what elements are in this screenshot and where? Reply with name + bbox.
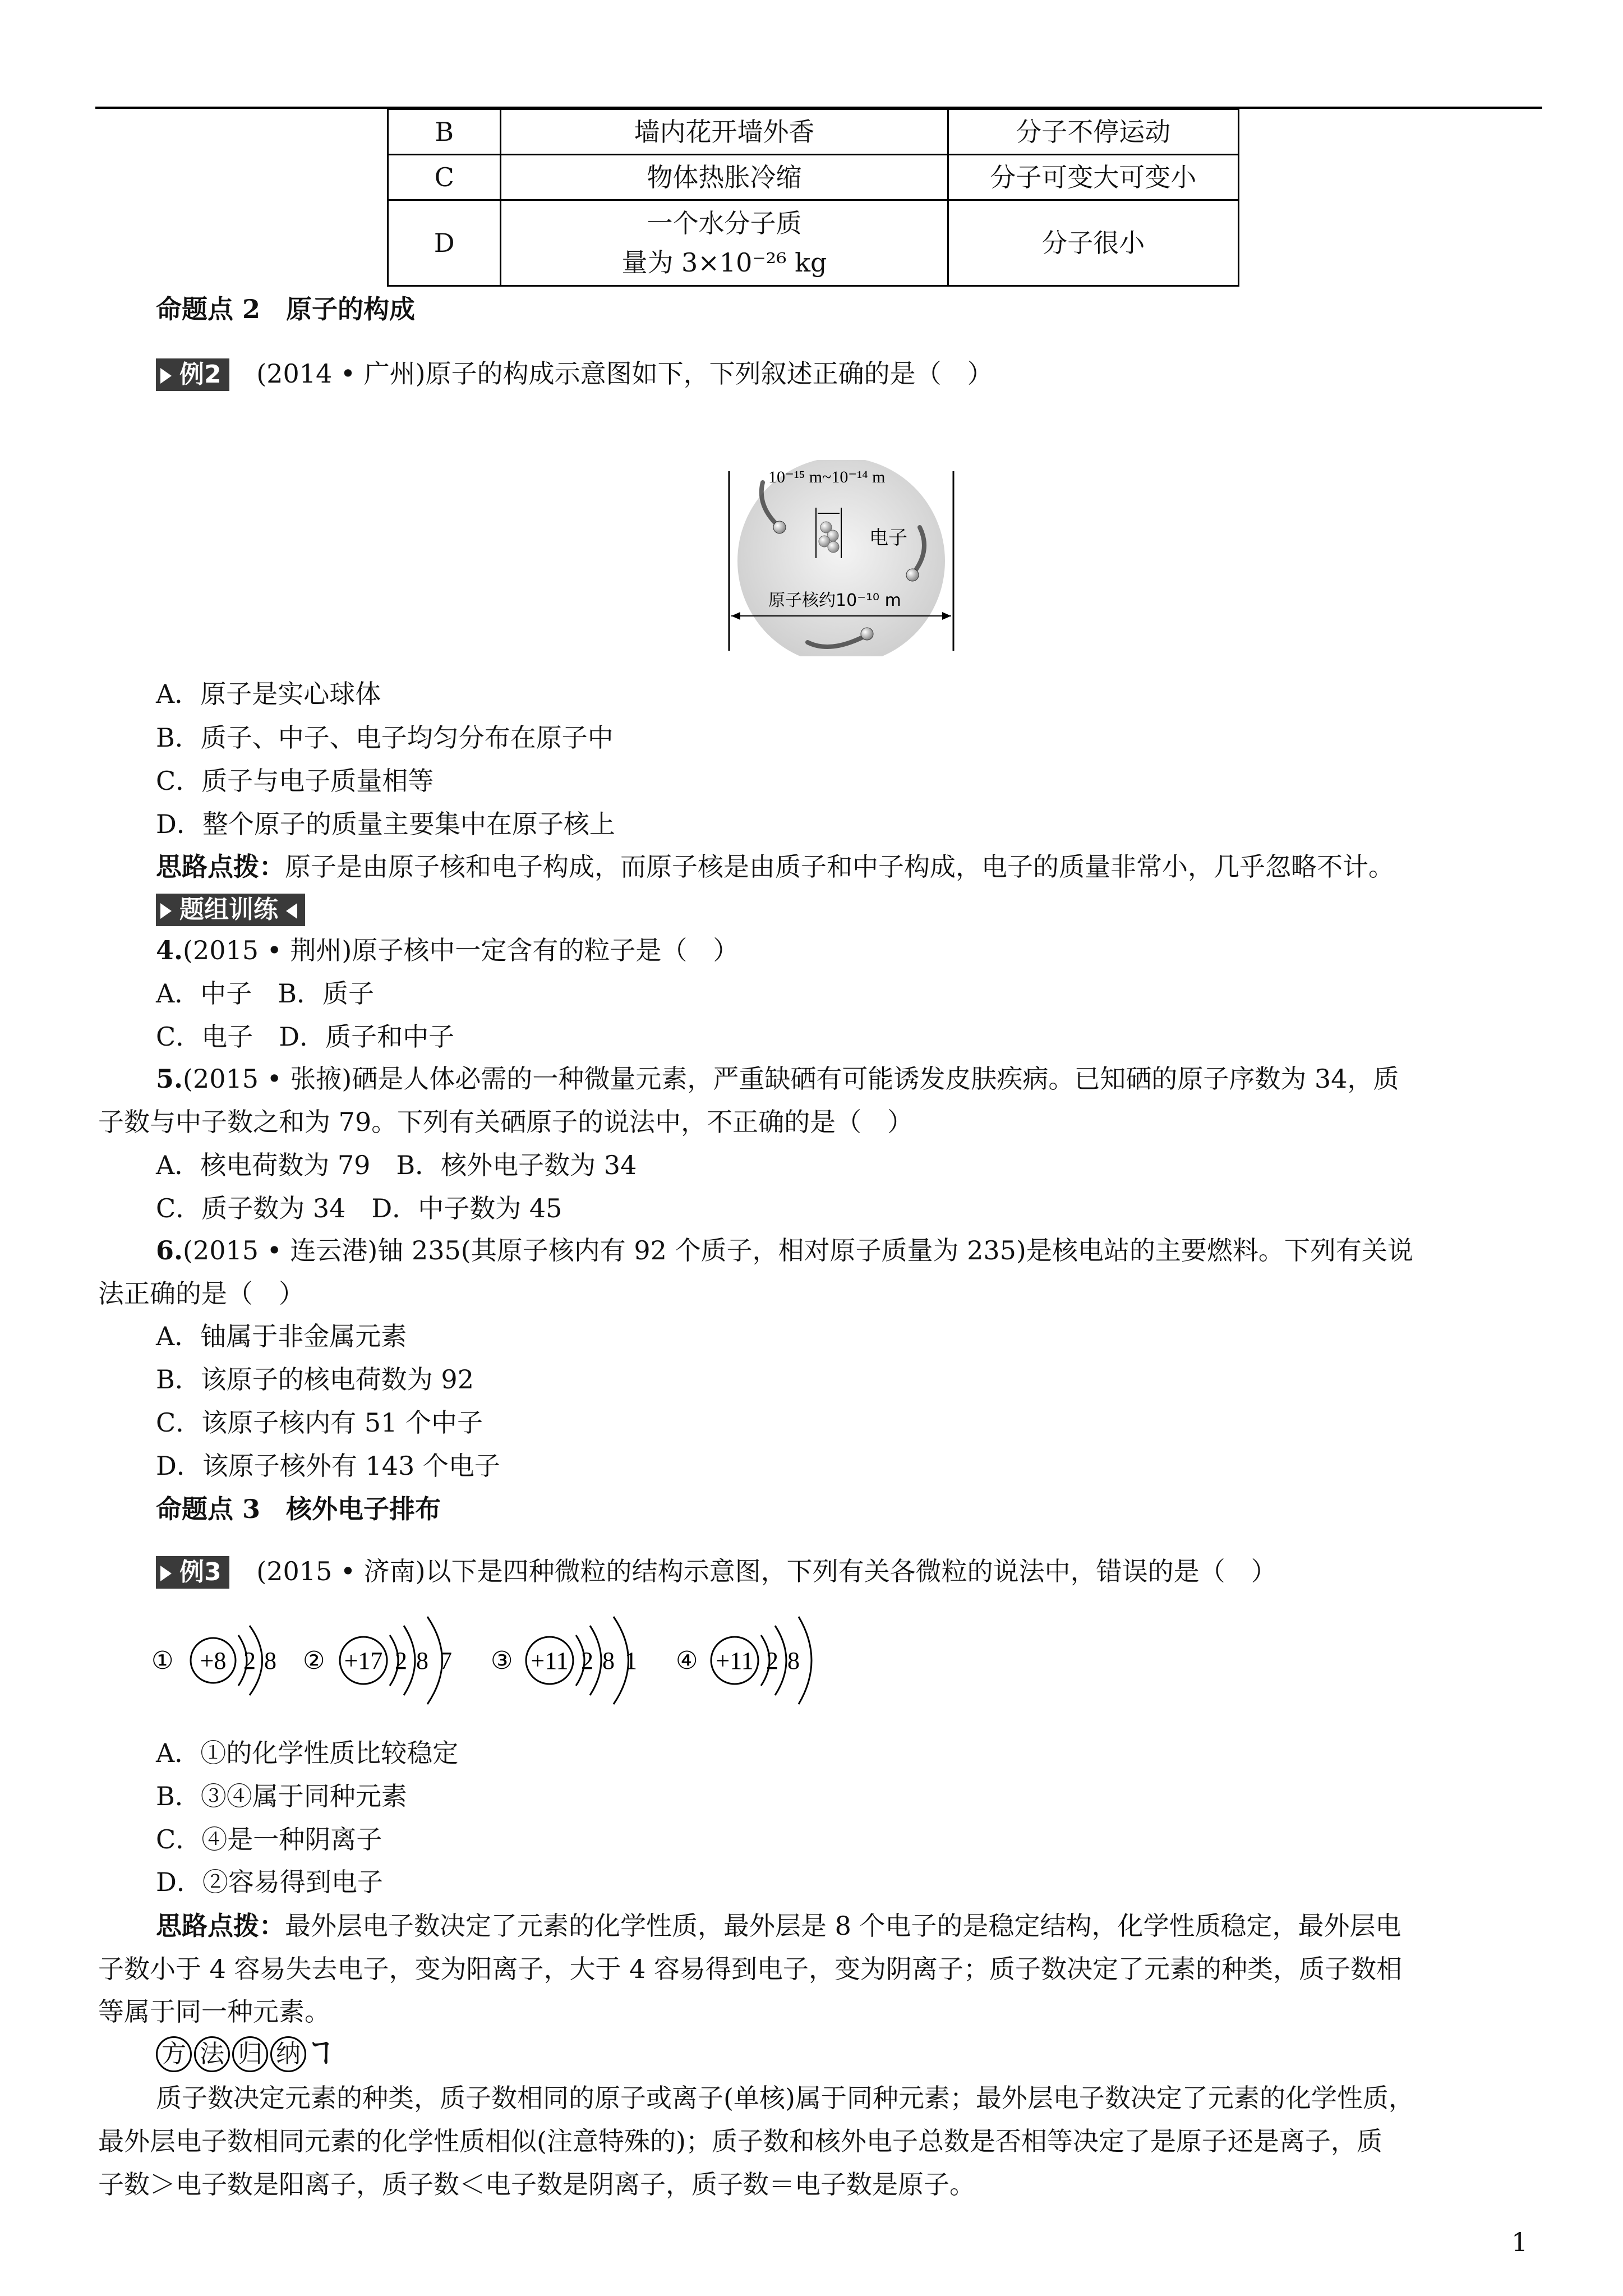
- hint-line: [156, 1909, 1401, 1943]
- example-stem: (2014 • 广州)原子的构成示意图如下，下列叙述正确的是（ ）: [256, 358, 993, 389]
- fact-line: 一个水分子质: [647, 208, 802, 238]
- particle-mark: ②: [303, 1647, 325, 1674]
- example-2-stem-line: [156, 357, 993, 391]
- nucleus-charge: +11: [716, 1647, 754, 1674]
- option-c: C．质子与电子质量相等: [156, 766, 434, 796]
- particle-3: [491, 1617, 637, 1704]
- particle-structure-diagrams: [151, 1610, 824, 1711]
- drill-label: 题组训练: [156, 894, 305, 926]
- shell-count: 7: [440, 1647, 452, 1674]
- question-5-options: A．核电荷数为 79 B．核外电子数为 34: [156, 1150, 637, 1180]
- question-4-stem: 4.(2015 • 荆州)原子核中一定含有的粒子是（ ）: [156, 935, 739, 965]
- fact-line: 量为 3×10⁻²⁶ kg: [621, 247, 827, 278]
- method-line: 质子数决定元素的种类，质子数相同的原子或离子(单核)属于同种元素；最外层电子数决定了元素的化学性质，: [156, 2083, 1414, 2113]
- hook-icon: ヿ: [308, 2038, 334, 2068]
- option-d: D．整个原子的质量主要集中在原子核上: [156, 809, 615, 839]
- option-a: A．原子是实心球体: [156, 679, 381, 709]
- table-row: [388, 200, 1239, 286]
- shell-count: 2: [581, 1647, 593, 1674]
- table-cell-fact: 墙内花开墙外香: [501, 109, 948, 155]
- electron-ball: [861, 628, 873, 640]
- method-char: 方: [156, 2036, 192, 2072]
- particle-4: [676, 1617, 811, 1704]
- option-a: A．①的化学性质比较稳定: [156, 1738, 459, 1768]
- option-b: B．质子、中子、电子均匀分布在原子中: [156, 723, 614, 753]
- drill-banner: [156, 892, 305, 926]
- option-b: B．③④属于同种元素: [156, 1781, 407, 1811]
- example-label: 例2: [156, 358, 229, 391]
- table-cell-key: B: [388, 109, 501, 155]
- option-a: A．铀属于非金属元素: [156, 1321, 407, 1351]
- electron-label: 电子: [869, 527, 907, 549]
- option-d: D．该原子核外有 143 个电子: [156, 1451, 500, 1481]
- table-cell-key: D: [388, 200, 501, 286]
- particle-mark: ④: [676, 1647, 698, 1674]
- option-c: C．④是一种阴离子: [156, 1824, 382, 1855]
- particle-2: [303, 1617, 452, 1704]
- option-d: D．②容易得到电子: [156, 1867, 383, 1897]
- hint-line: 子数小于 4 容易失去电子，变为阳离子，大于 4 容易得到电子，变为阴离子；质子数决定了元素的种类，质子数相: [98, 1954, 1403, 1984]
- left-triangle-icon: [286, 903, 297, 919]
- example-label: 例3: [156, 1556, 229, 1589]
- option-c: C．该原子核内有 51 个中子: [156, 1407, 483, 1438]
- example-stem: (2015 • 济南)以下是四种微粒的结构示意图，下列有关各微粒的说法中，错误的是（ ）: [256, 1556, 1277, 1586]
- shell-count: 8: [416, 1647, 428, 1674]
- table-row: [388, 155, 1239, 200]
- hint-label: 思路点拨：: [156, 852, 285, 882]
- particle-mark: ③: [491, 1647, 513, 1674]
- shell-count: 2: [766, 1647, 778, 1674]
- nucleus-charge: +17: [344, 1647, 383, 1674]
- table-cell-fact: 物体热胀冷缩: [501, 155, 948, 200]
- question-number: 4.: [156, 935, 183, 965]
- arrow-head-icon: [731, 612, 740, 620]
- question-number: 6.: [156, 1235, 183, 1266]
- particle-mark: ①: [151, 1647, 174, 1674]
- arrow-head-icon: [942, 612, 951, 620]
- table-cell-explain: 分子可变大可变小: [948, 155, 1238, 200]
- play-triangle-icon: [160, 368, 172, 384]
- section-title: 命题点 3 核外电子排布: [156, 1494, 441, 1524]
- shell-count: 1: [625, 1647, 637, 1674]
- hint-text: 原子是由原子核和电子构成，而原子核是由质子和中子构成，电子的质量非常小，几乎忽略不计。: [285, 852, 1394, 882]
- table-row: [388, 109, 1239, 155]
- electron-ball: [906, 569, 919, 581]
- method-char: 纳: [270, 2036, 306, 2072]
- electron-ball: [773, 521, 786, 533]
- question-5-stem: 5.(2015 • 张掖)硒是人体必需的一种微量元素，严重缺硒有可能诱发皮肤疾病。已知硒的原子序数为 34，质: [156, 1064, 1399, 1094]
- table-cell-fact: [501, 200, 948, 286]
- example-3-stem-line: [156, 1554, 1277, 1589]
- nucleus-particle: [828, 541, 839, 553]
- play-triangle-icon: [160, 903, 172, 919]
- section-title: 命题点 2 原子的构成: [156, 294, 416, 324]
- hint-text: 最外层电子数决定了元素的化学性质，最外层是 8 个电子的是稳定结构，化学性质稳定，最外层电: [285, 1911, 1401, 1941]
- shell-count: 2: [243, 1647, 256, 1674]
- option-b: B．该原子的核电荷数为 92: [156, 1364, 474, 1395]
- nucleus-size-label: 10⁻¹⁵ m~10⁻¹⁴ m: [768, 468, 886, 486]
- method-char: 法: [194, 2036, 230, 2072]
- question-5-stem: 子数与中子数之和为 79。下列有关硒原子的说法中，不正确的是（ ）: [98, 1107, 914, 1137]
- shell-count: 8: [602, 1647, 615, 1674]
- question-4-options: A．中子 B．质子: [156, 978, 375, 1009]
- shell-count: 2: [395, 1647, 407, 1674]
- nucleus-charge: +11: [531, 1647, 569, 1674]
- question-4-options: C．电子 D．质子和中子: [156, 1022, 455, 1052]
- page-number: 1: [1511, 2227, 1528, 2257]
- play-triangle-icon: [160, 1566, 172, 1581]
- method-summary-heading: [156, 2036, 334, 2072]
- method-line: 子数＞电子数是阳离子，质子数＜电子数是阴离子，质子数＝电子数是原子。: [98, 2169, 975, 2200]
- method-line: 最外层电子数相同元素的化学性质相似(注意特殊的)；质子数和核外电子总数是否相等决定了是原子还是离子，质: [98, 2126, 1382, 2156]
- shell-count: 8: [264, 1647, 276, 1674]
- question-6-stem: 6.(2015 • 连云港)铀 235(其原子核内有 92 个质子，相对原子质量为 235)是核电站的主要燃料。下列有关说: [156, 1235, 1413, 1266]
- table-cell-key: C: [388, 155, 501, 200]
- hint-line: [156, 850, 1394, 884]
- shell-count: 8: [787, 1647, 800, 1674]
- shell-arc: [799, 1617, 811, 1704]
- atom-structure-diagram: [723, 460, 970, 656]
- method-char: 归: [232, 2036, 268, 2072]
- nucleus-charge: +8: [200, 1647, 227, 1674]
- table-cell-explain: 分子很小: [948, 200, 1238, 286]
- question-6-stem: 法正确的是（ ）: [98, 1278, 305, 1309]
- question-number: 5.: [156, 1064, 183, 1094]
- hint-line: 等属于同一种元素。: [98, 1996, 330, 2027]
- options-table: [387, 108, 1239, 287]
- table-cell-explain: 分子不停运动: [948, 109, 1238, 155]
- question-5-options: C．质子数为 34 D．中子数为 45: [156, 1193, 562, 1223]
- particle-1: [151, 1626, 276, 1695]
- hint-label: 思路点拨：: [156, 1911, 285, 1941]
- atom-size-label: 原子核约10⁻¹⁰ m: [768, 591, 901, 610]
